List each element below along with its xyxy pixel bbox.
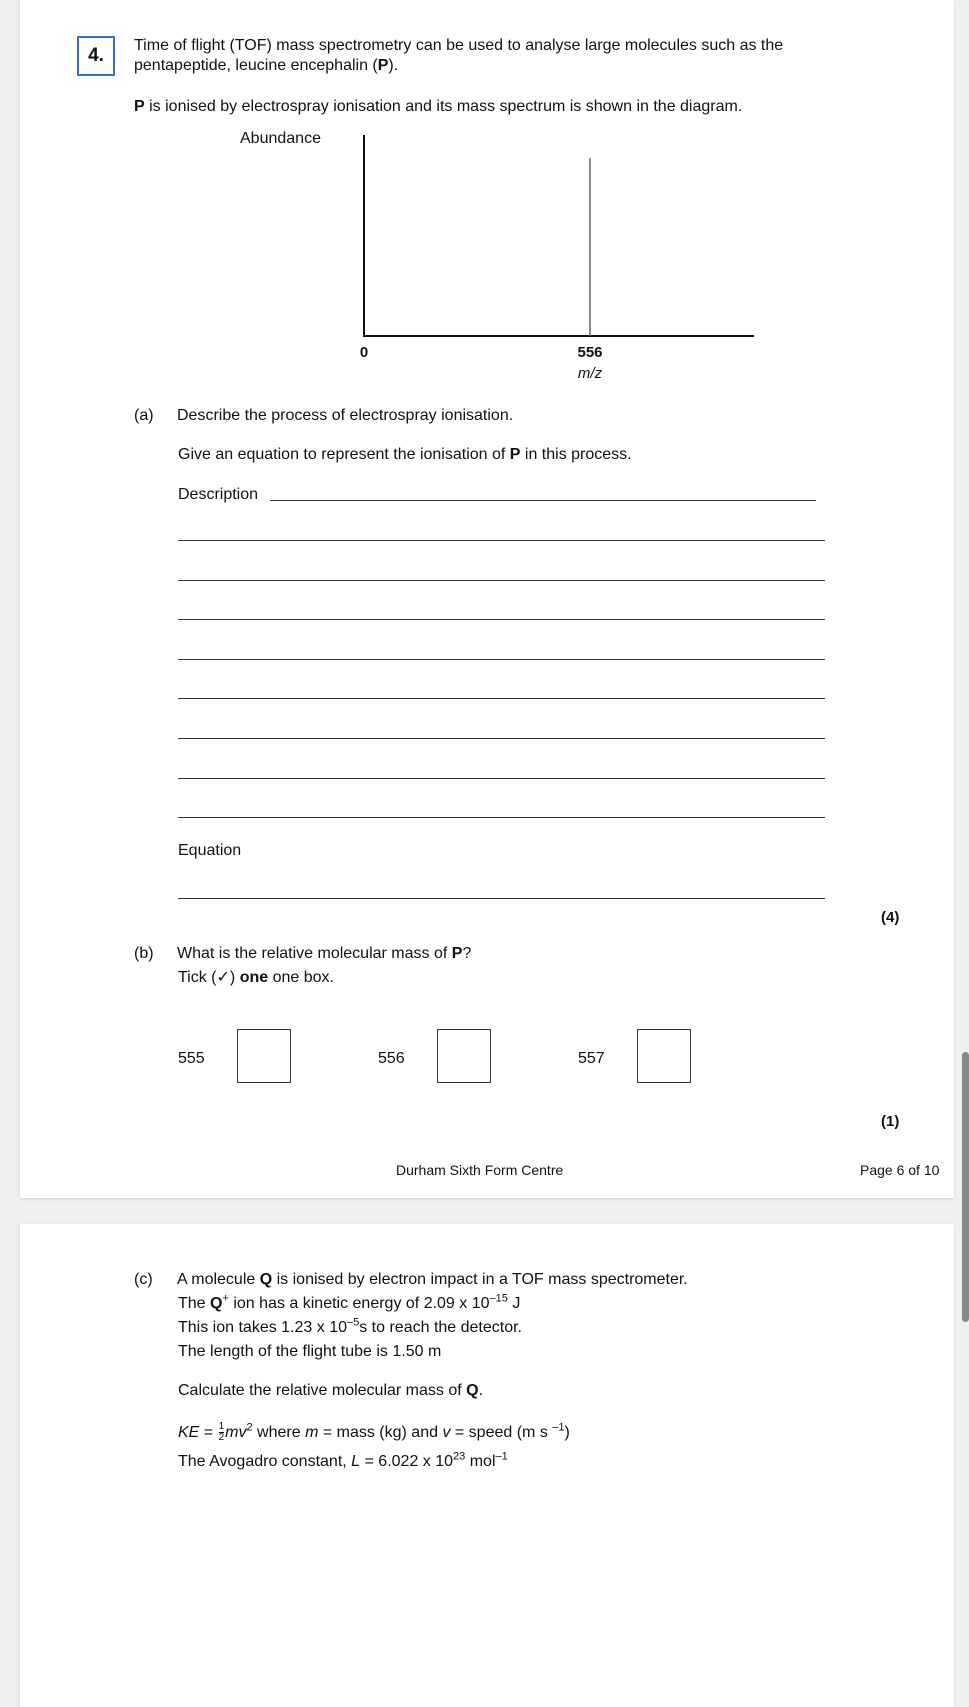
answer-line[interactable] [270, 500, 816, 501]
question-number: 4. [88, 45, 104, 66]
question-stem: P is ionised by electrospray ionisation and its mass spectrum is shown in the diagram. [134, 98, 743, 115]
option-557-checkbox[interactable] [637, 1029, 691, 1083]
scrollbar-thumb[interactable] [962, 1052, 969, 1322]
answer-line[interactable] [178, 698, 825, 699]
answer-line[interactable] [178, 619, 825, 620]
footer-page-number: Page 6 of 10 [860, 1162, 940, 1178]
option-555-label: 555 [178, 1050, 205, 1067]
part-c-instruction: Calculate the relative molecular mass of Q. [178, 1382, 484, 1399]
exam-page-7 [20, 1224, 954, 1707]
part-a-prompt: Describe the process of electrospray ionisation. [177, 407, 514, 424]
equation-answer-line[interactable] [178, 898, 825, 899]
part-c-line-4: The length of the flight tube is 1.50 m [178, 1343, 442, 1360]
option-555-checkbox[interactable] [237, 1029, 291, 1083]
avogadro-constant: The Avogadro constant, L = 6.022 x $10^{23}$ mol$^{-1}$ [178, 1450, 508, 1470]
x-tick-label-556: 556 [577, 344, 603, 361]
part-b-question: What is the relative molecular mass of P? [177, 945, 472, 962]
equation-label: Equation [178, 842, 242, 859]
answer-line[interactable] [178, 659, 825, 660]
half-fraction: $\frac{1}{2}$ [218, 1421, 225, 1444]
part-a-marks: (4) [881, 909, 900, 926]
part-c-line-2: The Q+ ion has a kinetic energy of 2.09 x $10^{-15}$ J [178, 1292, 521, 1312]
question-number-box [77, 36, 115, 76]
option-556-label: 556 [378, 1050, 405, 1067]
origin-tick-label: 0 [359, 344, 369, 361]
answer-line[interactable] [178, 580, 825, 581]
description-label: Description [178, 486, 259, 503]
part-b-marks: (1) [881, 1113, 900, 1130]
part-c-line-1: A molecule Q is ionised by electron impact in a TOF mass spectrometer. [177, 1271, 688, 1288]
answer-line[interactable] [178, 817, 825, 818]
exam-page-6 [20, 0, 954, 1198]
question-intro-line-1: Time of flight (TOF) mass spectrometry can be used to analyse large molecules such as the [134, 37, 784, 54]
part-a-label: (a) [134, 407, 154, 424]
mass-spectrum-chart [240, 125, 760, 385]
answer-line[interactable] [178, 738, 825, 739]
kinetic-energy-formula: KE = $\frac{1}{2}$ $mv^2$ where m = mass (kg) and v = speed (m s $^{-1}$) [178, 1421, 570, 1444]
part-b-instruction: Tick (✓) one one box. [178, 969, 334, 986]
answer-line[interactable] [178, 540, 825, 541]
y-axis-label: Abundance [240, 130, 321, 147]
part-c-line-3: This ion takes 1.23 x $10^{-5}s$ to reach the detector. [178, 1316, 522, 1336]
answer-line[interactable] [178, 778, 825, 779]
option-556-checkbox[interactable] [437, 1029, 491, 1083]
footer-centre-name: Durham Sixth Form Centre [396, 1162, 564, 1178]
part-b-label: (b) [134, 945, 154, 962]
part-a-equation-prompt: Give an equation to represent the ionisation of P in this process. [178, 446, 632, 463]
x-axis-label: m/z [577, 365, 603, 382]
option-557-label: 557 [578, 1050, 605, 1067]
question-intro-line-2: pentapeptide, leucine encephalin (P). [134, 57, 399, 74]
part-c-label: (c) [134, 1271, 153, 1288]
